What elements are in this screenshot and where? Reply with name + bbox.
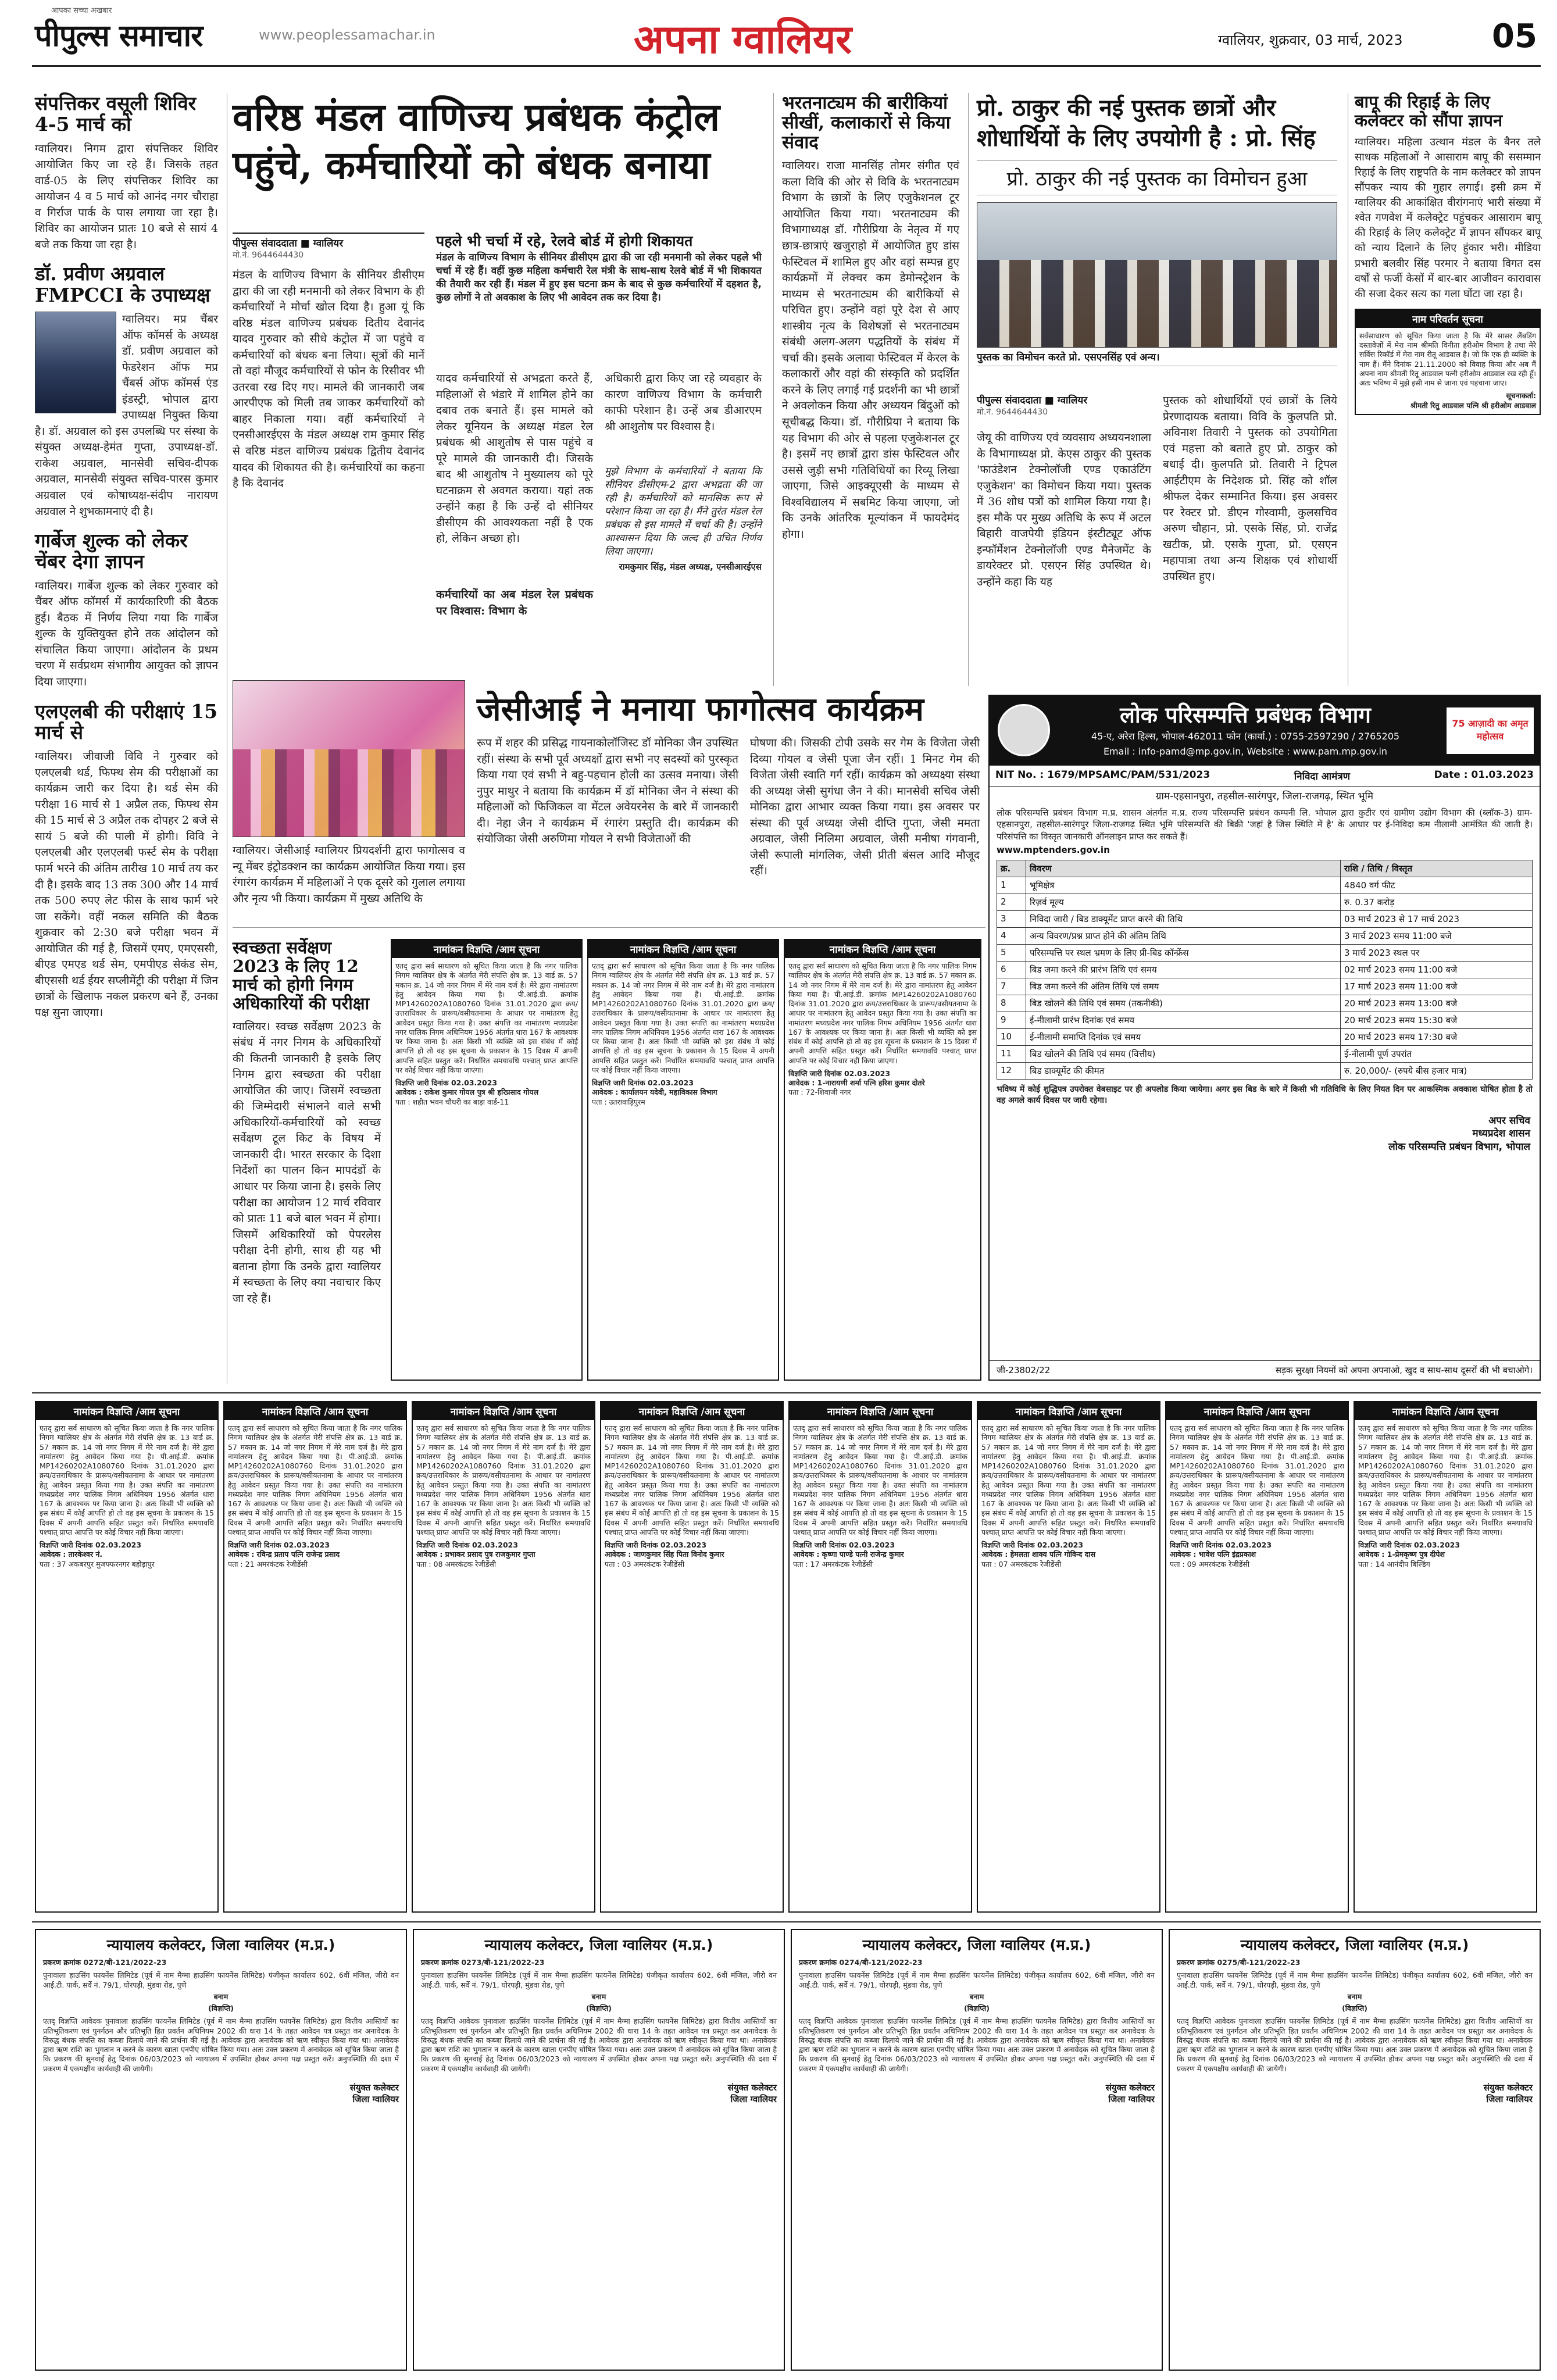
table-cell: ई-नीलामी समाप्ति दिनांक एवं समय (1026, 1028, 1341, 1045)
court-vigyapti: (विज्ञप्ति) (964, 2004, 990, 2013)
notice-issued: विज्ञप्ति जारी दिनांक 02.03.2023 (40, 1541, 142, 1549)
notice-sign: श्रीमती रितु आडवाल पत्नि श्री हरीओम आडवाल (1410, 401, 1536, 410)
masthead (0, 0, 1557, 70)
notice-header: नामांकन विज्ञप्ति /आम सूचना (392, 940, 581, 958)
brand-logo (35, 14, 202, 55)
notice-bottom (35, 1401, 219, 1913)
court-body: एतद् विज्ञप्ति आवेदक पुनावाला हाउसिंग फायनेंस लिमिटेड (पूर्व में नाम मैग्मा हाउसिंग फायनेंस लिमिटेड) द्वारा वित्तीय आस्तियों का प्रतिभूतिकरण एवं पुनर्गठन और प्रतिभूति हित प्रवर्तन अधिनियम 2002 की धारा 14 के तहत आवेदन पत्र प्रस्तुत कर अनावेदक के विरुद्ध बंधक संपत्ति का कब्जा दिलाये जाने की प्रार्थना की गई है। आवेदक द्वारा अनावेदक को ऋण स्वीकृत किया गया था। अनावेदक द्वारा ऋण राशि का भुगतान न करने के कारण खाता एनपीए घोषित किया गया। अतः उक्त प्रकरण में अनावेदक को सूचित किया जाता है कि प्रकरण की सुनवाई हेतु दिनांक 06/03/2023 को न्यायालय में उपस्थित होकर अपना पक्ष प्रस्तुत करें। अनुपस्थिति की दशा में प्रकरण में एकपक्षीय कार्यवाही की जायेगी। (43, 2017, 399, 2073)
court-sign: जिला ग्वालियर (352, 2093, 399, 2104)
court-sign: जिला ग्वालियर (1486, 2093, 1533, 2104)
story-title: संपत्तिकर वसूली शिविर 4-5 मार्च को (35, 92, 197, 136)
story-title: एलएलबी की परीक्षाएं 15 मार्च से (35, 699, 218, 744)
tender-dept: लोक परिसम्पत्ति प्रबंधक विभाग (1120, 702, 1371, 728)
byline (977, 393, 1151, 417)
court-sign: जिला ग्वालियर (730, 2093, 777, 2104)
bharat-story (782, 93, 959, 680)
lead-col: मंडल के वाणिज्य विभाग के सीनियर डीसीएम द्वारा की जा रही मनमानी को लेकर विभाग के ही कर्मचारियों ने मोर्चा खोल दिया है। हुआ यूं कि वरिष्ठ मंडल वाणिज्य प्रबंधक दितीय देवानंद यादव गुरुवार को सीधे कंट्रोल में जा पहुंचे व कर्मचारियों को बंधक बना लिया। सूत्रों की मानें तो वहां मौजूद कर्मचारियों से फोन के रिसीवर भी उतरवा रख दिए गए। मामले की जानकारी जब आरपीएफ को मिली तब जाकर कर्मचारियों को बाहर निकाला गया। वहीं कर्मचारियों ने एनसीआरईएस के मंडल अध्यक्ष राम कुमार सिंह से वरिष्ठ मंडल वाणिज्य प्रबंधक द्वितीय देवानंद यादव की शिकायत की है। कर्मचारियों का कहना है कि देवानंद (233, 269, 424, 490)
notice-address: पता : 14 आनंदीप बिल्डिंग (1358, 1559, 1430, 1568)
table-header: राशि / तिथि / विस्तृत (1341, 860, 1533, 877)
table-cell: 03 मार्च 2023 से 17 मार्च 2023 (1341, 910, 1533, 927)
table-row (997, 1045, 1533, 1062)
jci-photo (233, 680, 465, 837)
tender-notice (988, 695, 1541, 1381)
court-parties: पुनावाला हाउसिंग फायनेंस लिमिटेड (पूर्व में नाम मैग्मा हाउसिंग फायनेंस लिमिटेड) पंजीकृत कार्यालय 602, 6वीं मंजिल, जीरो वन आई.टी. पार्क, सर्वे नं. 79/1, घोरपड़ी, मुंडवा रोड, पुणे (421, 1971, 777, 1989)
byline (233, 233, 424, 260)
notice-body: एतद् द्वारा सर्व साधारण को सूचित किया जाता है कि नगर पालिक निगम ग्वालियर क्षेत्र के अंतर्गत मेरी संपत्ति क्षेत्र क्र. 13 वार्ड क्र. 57 मकान क्र. 14 जो नगर निगम में मेरे नाम दर्ज है। मेरे द्वारा नामांतरण हेतु आवेदन किया गया है। पी.आई.डी. क्रमांक MP14260202A1080760 दिनांक 31.01.2020 द्वारा क्रय/उत्तराधिकार के प्रारूप/वसीयतनामा के आधार पर नामांतरण हेतु आवेदन प्रस्तुत किया गया है। उक्त संपत्ति का नामांतरण मध्यप्रदेश नगर पालिक निगम अधिनियम 1956 अंतर्गत धारा 167 के आवश्यक पर किया जाना है। अतः किसी भी व्यक्ति को इस संबंध में कोई आपत्ति हो तो वह इस सूचना के प्रकाशन के 15 दिवस में अपनी आपत्ति सहित प्रस्तुत करें। निर्धारित समयावधि पश्चात् प्राप्त आपत्ति पर कोई विचार नहीं किया जाएगा। (793, 1424, 967, 1536)
court-header: न्यायालय कलेक्टर, जिला ग्वालियर (म.प्र.) (484, 1936, 713, 1953)
notice-applicant: आवेदक : हेमलता शाक्य पत्नि गोविन्द दास (981, 1550, 1096, 1559)
tender-location: ग्राम-एहसानपुरा, तहसील-सारंगपुर, जिला-राजगढ़, स्थित भूमि (1155, 791, 1374, 802)
notice-header: नाम परिवर्तन सूचना (1356, 310, 1540, 328)
court-sign: संयुक्त कलेक्टर (349, 2082, 399, 2093)
table-cell: 10 (997, 1028, 1026, 1045)
notice-body: एतद् द्वारा सर्व साधारण को सूचित किया जाता है कि नगर पालिक निगम ग्वालियर क्षेत्र के अंतर्गत मेरी संपत्ति क्षेत्र क्र. 13 वार्ड क्र. 57 मकान क्र. 14 जो नगर निगम में मेरे नाम दर्ज है। मेरे द्वारा नामांतरण हेतु आवेदन किया गया है। पी.आई.डी. क्रमांक MP14260202A1080760 दिनांक 31.01.2020 द्वारा क्रय/उत्तराधिकार के प्रारूप/वसीयतनामा के आधार पर नामांतरण हेतु आवेदन प्रस्तुत किया गया है। उक्त संपत्ति का नामांतरण मध्यप्रदेश नगर पालिक निगम अधिनियम 1956 अंतर्गत धारा 167 के आवश्यक पर किया जाना है। अतः किसी भी व्यक्ति को इस संबंध में कोई आपत्ति हो तो वह इस सूचना के प्रकाशन के 15 दिवस में अपनी आपत्ति सहित प्रस्तुत करें। निर्धारित समयावधि पश्चात् प्राप्त आपत्ति पर कोई विचार नहीं किया जाएगा। (40, 1424, 214, 1536)
story-title: भरतनाट्यम की बारीकियां सीखीं, कलाकारों से किया संवाद (782, 92, 951, 153)
table-cell: 20 मार्च 2023 समय 13:00 बजे (1341, 995, 1533, 1012)
notice-issued: विज्ञप्ति जारी दिनांक 02.03.2023 (788, 1069, 891, 1078)
notice-applicant: आवेदक : कृष्णा पाण्डे पत्नी राजेन्द्र कुमार (793, 1550, 904, 1559)
notice-body: एतद् द्वारा सर्व साधारण को सूचित किया जाता है कि नगर पालिक निगम ग्वालियर क्षेत्र के अंतर्गत मेरी संपत्ति क्षेत्र क्र. 13 वार्ड क्र. 57 मकान क्र. 14 जो नगर निगम में मेरे नाम दर्ज है। मेरे द्वारा नामांतरण हेतु आवेदन किया गया है। पी.आई.डी. क्रमांक MP14260202A1080760 दिनांक 31.01.2020 द्वारा क्रय/उत्तराधिकार के प्रारूप/वसीयतनामा के आधार पर नामांतरण हेतु आवेदन प्रस्तुत किया गया है। उक्त संपत्ति का नामांतरण मध्यप्रदेश नगर पालिक निगम अधिनियम 1956 अंतर्गत धारा 167 के आवश्यक पर किया जाना है। अतः किसी भी व्यक्ति को इस संबंध में कोई आपत्ति हो तो वह इस सूचना के प्रकाशन के 15 दिवस में अपनी आपत्ति सहित प्रस्तुत करें। निर्धारित समयावधि पश्चात् प्राप्त आपत्ति पर कोई विचार नहीं किया जाएगा। (228, 1424, 402, 1536)
lead-quote (605, 465, 762, 573)
bottom-notices (35, 1401, 1541, 1913)
court-notice (791, 1929, 1163, 2371)
quote-author: रामकुमार सिंह, मंडल अध्यक्ष, एनसीआरईएस (619, 561, 762, 572)
table-cell: बिड जमा करने की प्रारंभ तिथि एवं समय (1026, 961, 1341, 978)
byline-mobile: मो.नं. 9644644430 (977, 408, 1048, 417)
notice-applicant: आवेदक : प्रभाकर प्रसाद पुत्र राजकुमार गुप्ता (416, 1550, 535, 1559)
table-cell: बिड खोलने की तिथि एवं समय (वित्तीय) (1026, 1045, 1341, 1062)
notice-address: पता : शहीत भवन चौधरी का बाड़ा वार्ड-11 (395, 1097, 509, 1106)
court-banam: बनाम (969, 1992, 984, 2001)
notice-address: पता : 08 अमरकंटक रेजीडेंसी (416, 1559, 497, 1568)
notice-header: नामांकन विज्ञप्ति /आम सूचना (36, 1402, 217, 1420)
notice-address: पता : 07 अमरकंटक रेजीडेंसी (981, 1559, 1062, 1568)
tender-table (997, 860, 1533, 1080)
notice-applicant: आवेदक : तारकेश्वर नं. (40, 1550, 103, 1559)
notice-bottom (977, 1401, 1160, 1913)
nit-number: NIT No. : 1679/MPSAMC/PAM/531/2023 (995, 769, 1210, 781)
court-body: एतद् विज्ञप्ति आवेदक पुनावाला हाउसिंग फायनेंस लिमिटेड (पूर्व में नाम मैग्मा हाउसिंग फायनेंस लिमिटेड) द्वारा वित्तीय आस्तियों का प्रतिभूतिकरण एवं पुनर्गठन और प्रतिभूति हित प्रवर्तन अधिनियम 2002 की धारा 14 के तहत आवेदन पत्र प्रस्तुत कर अनावेदक के विरुद्ध बंधक संपत्ति का कब्जा दिलाये जाने की प्रार्थना की गई है। आवेदक द्वारा अनावेदक को ऋण स्वीकृत किया गया था। अनावेदक द्वारा ऋण राशि का भुगतान न करने के कारण खाता एनपीए घोषित किया गया। अतः उक्त प्रकरण में अनावेदक को सूचित किया जाता है कि प्रकरण की सुनवाई हेतु दिनांक 06/03/2023 को न्यायालय में उपस्थित होकर अपना पक्ष प्रस्तुत करें। अनुपस्थिति की दशा में प्रकरण में एकपक्षीय कार्यवाही की जायेगी। (421, 2017, 777, 2073)
table-cell: 02 मार्च 2023 समय 11:00 बजे (1341, 961, 1533, 978)
table-row (997, 894, 1533, 910)
jci-col: रूप में शहर की प्रसिद्ध गायनाकोलॉजिस्ट डॉ मोनिका जैन उपस्थित रहीं। संस्था के सभी पूर्व अध्यक्षों द्वारा सभी नए सदस्यों को पुरस्कृत किया गया एवं सभी ने बहु-पहचान होली का उत्सव मनाया। जेसी नुपुर माथुर ने बताया कि कार्यक्रम में डॉ मोनिका जैन ने संस्था की महिलाओं को फिजिकल वा मेंटल अवेयरनेस के बारे में जानकारी दी। नेहा जैन ने कार्यक्रम में रंगारंग प्रस्तुति दी। कार्यक्रम की संयोजिका जेसी अरुणिमा गोयल ने सभी विजेताओं की (477, 737, 738, 846)
notice-issued: विज्ञप्ति जारी दिनांक 02.03.2023 (416, 1541, 519, 1549)
court-header: न्यायालय कलेक्टर, जिला ग्वालियर (म.प्र.) (862, 1936, 1091, 1953)
notice-applicant: आवेदक : रविन्द्र प्रताप पत्नि राजेन्द्र प्रसाद (228, 1550, 340, 1559)
notice-applicant: आवेदक : 1-प्रेमकृष्ण पुत्र दीपेश (1358, 1550, 1445, 1559)
thakur-story (977, 93, 1337, 680)
notice-applicant: आवेदक : 1-नारायणी शर्मा पत्नि हरिश कुमार दोतरे (788, 1078, 925, 1087)
notice-bottom (1165, 1401, 1349, 1913)
table-cell: 12 (997, 1062, 1026, 1079)
court-case-no: प्रकरण क्रमांक 0275/बी-121/2022-23 (1177, 1958, 1301, 1967)
notice-body: एतद् द्वारा सर्व साधारण को सूचित किया जाता है कि नगर पालिक निगम ग्वालियर क्षेत्र के अंतर्गत मेरी संपत्ति क्षेत्र क्र. 13 वार्ड क्र. 57 मकान क्र. 14 जो नगर निगम में मेरे नाम दर्ज है। मेरे द्वारा नामांतरण हेतु आवेदन किया गया है। पी.आई.डी. क्रमांक MP14260202A1080760 दिनांक 31.01.2020 द्वारा क्रय/उत्तराधिकार के प्रारूप/वसीयतनामा के आधार पर नामांतरण हेतु आवेदन प्रस्तुत किया गया है। उक्त संपत्ति का नामांतरण मध्यप्रदेश नगर पालिक निगम अधिनियम 1956 अंतर्गत धारा 167 के आवश्यक पर किया जाना है। अतः किसी भी व्यक्ति को इस संबंध में कोई आपत्ति हो तो वह इस सूचना के प्रकाशन के 15 दिवस में अपनी आपत्ति सहित प्रस्तुत करें। निर्धारित समयावधि पश्चात् प्राप्त आपत्ति पर कोई विचार नहीं किया जाएगा। (1170, 1424, 1344, 1536)
notice-body: एतद् द्वारा सर्व साधारण को सूचित किया जाता है कि नगर पालिक निगम ग्वालियर क्षेत्र के अंतर्गत मेरी संपत्ति क्षेत्र क्र. 13 वार्ड क्र. 57 मकान क्र. 14 जो नगर निगम में मेरे नाम दर्ज है। मेरे द्वारा नामांतरण हेतु आवेदन किया गया है। पी.आई.डी. क्रमांक MP14260202A1080760 दिनांक 31.01.2020 द्वारा क्रय/उत्तराधिकार के प्रारूप/वसीयतनामा के आधार पर नामांतरण हेतु आवेदन प्रस्तुत किया गया है। उक्त संपत्ति का नामांतरण मध्यप्रदेश नगर पालिक निगम अधिनियम 1956 अंतर्गत धारा 167 के आवश्यक पर किया जाना है। अतः किसी भी व्यक्ति को इस संबंध में कोई आपत्ति हो तो वह इस सूचना के प्रकाशन के 15 दिवस में अपनी आपत्ति सहित प्रस्तुत करें। निर्धारित समयावधि पश्चात् प्राप्त आपत्ति पर कोई विचार नहीं किया जाएगा। (788, 962, 977, 1065)
court-sign: संयुक्त कलेक्टर (1105, 2082, 1155, 2093)
court-banam: बनाम (213, 1992, 228, 2001)
jci-col: घोषणा की। जिसकी टोपी उसके सर गेम के विजेता जेसी दिव्या गोयल व जेसी पूजा जैन रहीं। 1 मिनट गेम की विजेता जेसी स्वाति गर्ग रहीं। कार्यक्रम को अध्यक्ष्या संस्था की अध्यक्ष जेसी सुगंधा जैन ने की। मानसेवी सचिव जेसी मोनिका द्वारा आभार व्यक्त किया गया। इस अवसर पर संस्था की पूर्व अध्यक्ष जेसी दीप्ति गुप्ता, जेसी ममता अग्रवाल, जेसी निलिमा अग्रवाल, जेसी मनीषा गंगवानी, जेसी रूपाली मांगलिक, जेसी प्रीती बंसल आदि मौजूद रहीं। (750, 737, 980, 878)
notice-body: एतद् द्वारा सर्व साधारण को सूचित किया जाता है कि नगर पालिक निगम ग्वालियर क्षेत्र के अंतर्गत मेरी संपत्ति क्षेत्र क्र. 13 वार्ड क्र. 57 मकान क्र. 14 जो नगर निगम में मेरे नाम दर्ज है। मेरे द्वारा नामांतरण हेतु आवेदन किया गया है। पी.आई.डी. क्रमांक MP14260202A1080760 दिनांक 31.01.2020 द्वारा क्रय/उत्तराधिकार के प्रारूप/वसीयतनामा के आधार पर नामांतरण हेतु आवेदन प्रस्तुत किया गया है। उक्त संपत्ति का नामांतरण मध्यप्रदेश नगर पालिक निगम अधिनियम 1956 अंतर्गत धारा 167 के आवश्यक पर किया जाना है। अतः किसी भी व्यक्ति को इस संबंध में कोई आपत्ति हो तो वह इस सूचना के प्रकाशन के 15 दिवस में अपनी आपत्ति सहित प्रस्तुत करें। निर्धारित समयावधि पश्चात् प्राप्त आपत्ति पर कोई विचार नहीं किया जाएगा। (395, 962, 578, 1074)
dateline: ग्वालियर, शुक्रवार, 03 मार्च, 2023 (1218, 32, 1403, 48)
notice-applicant: आवेदक : जाणकुमार सिंह पिता विनोद कुमार (605, 1550, 724, 1559)
nit-title: निविदा आमंत्रण (1294, 771, 1350, 782)
table-cell: बिड डाक्यूमेंट की कीमत (1026, 1062, 1341, 1079)
tender-email: Email : info-pamd@mp.gov.in, Website : www.pam.mp.gov.in (1103, 746, 1388, 757)
nit-date: Date : 01.03.2023 (1434, 769, 1534, 781)
notice-top-3 (784, 939, 981, 1381)
table-cell: ई-नीलामी पूर्ण उपरांत (1341, 1045, 1533, 1062)
tender-intro: लोक परिसम्पत्ति प्रबंधन विभाग म.प्र. शासन अंतर्गत म.प्र. राज्य परिसम्पत्ति प्रबंधन कम्पनी लि. भोपाल द्वारा कुटीर एवं ग्रामीण उद्योग विभाग की (ब्लॉक-3) ग्राम-एहसानपुरा, तहसील-सारंगपुर जिला-राजगढ़ स्थित भूमि परिसम्पत्ति की बिक्री 'जहां है जिस स्थिति में है' के आधार पर ई-निविदा कम नीलामी आमंत्रित की जाती है। परिसंपत्ति का विस्तृत जानकारी ऑनलाइन प्राप्त कर सकते हैं। (997, 807, 1533, 842)
author-photo (35, 312, 116, 413)
table-cell: रिज़र्व मूल्य (1026, 894, 1341, 910)
table-header: विवरण (1026, 860, 1341, 877)
story-body: पुस्तक को शोधार्थियों एवं छात्रों के लिये प्रेरणादायक बताया। विवि के कुलपति प्रो. अविनाश तिवारी ने पुस्तक को उपयोगिता एवं महत्ता को बताते हुए प्रो. ठाकुर को बधाई दी। कुलपति प्रो. तिवारी ने ट्रिपल आईटीएम के निदेशक प्रो. सिंह को शॉल श्रीफल देकर सम्मानित किया। इस अवसर पर रेक्टर प्रो. डीएन गोस्वामी, कुलसचिव अरुण चौहान, प्रो. एसके सिंह, प्रो. राजेंद्र खटीक, प्रो. एसके गुप्ता, प्रो. एसएन महापात्रा तथा अन्य शिक्षक एवं शोधार्थी उपस्थित हुए। (1163, 394, 1337, 584)
notice-body: एतद् द्वारा सर्व साधारण को सूचित किया जाता है कि नगर पालिक निगम ग्वालियर क्षेत्र के अंतर्गत मेरी संपत्ति क्षेत्र क्र. 13 वार्ड क्र. 57 मकान क्र. 14 जो नगर निगम में मेरे नाम दर्ज है। मेरे द्वारा नामांतरण हेतु आवेदन किया गया है। पी.आई.डी. क्रमांक MP14260202A1080760 दिनांक 31.01.2020 द्वारा क्रय/उत्तराधिकार के प्रारूप/वसीयतनामा के आधार पर नामांतरण हेतु आवेदन प्रस्तुत किया गया है। उक्त संपत्ति का नामांतरण मध्यप्रदेश नगर पालिक निगम अधिनियम 1956 अंतर्गत धारा 167 के आवश्यक पर किया जाना है। अतः किसी भी व्यक्ति को इस संबंध में कोई आपत्ति हो तो वह इस सूचना के प्रकाशन के 15 दिवस में अपनी आपत्ति सहित प्रस्तुत करें। निर्धारित समयावधि पश्चात् प्राप्त आपत्ति पर कोई विचार नहीं किया जाएगा। (592, 962, 774, 1074)
notice-header: नामांकन विज्ञप्ति /आम सूचना (785, 940, 980, 958)
court-parties: पुनावाला हाउसिंग फायनेंस लिमिटेड (पूर्व में नाम मैग्मा हाउसिंग फायनेंस लिमिटेड) पंजीकृत कार्यालय 602, 6वीं मंजिल, जीरो वन आई.टी. पार्क, सर्वे नं. 79/1, घोरपड़ी, मुंडवा रोड, पुणे (799, 1971, 1155, 1989)
tender-signature (990, 1111, 1540, 1158)
book-launch-photo (977, 202, 1337, 348)
table-cell: निविदा जारी / बिड डाक्यूमेंट प्राप्त करने की तिथि (1026, 910, 1341, 927)
notice-address: पता : 17 अमरकंटक रेजीडेंसी (793, 1559, 873, 1568)
notice-address: पता : 03 अमरकंटक रेजीडेंसी (605, 1559, 685, 1568)
table-cell: 20 मार्च 2023 समय 17:30 बजे (1341, 1028, 1533, 1045)
lead-col-subhead: कर्मचारियों का अब मंडल रेल प्रबंधक पर विश्वास: विभाग के (436, 588, 593, 617)
table-cell: 6 (997, 961, 1026, 978)
notice-header: नामांकन विज्ञप्ति /आम सूचना (978, 1402, 1159, 1420)
table-row (997, 1028, 1533, 1045)
table-cell: 11 (997, 1045, 1026, 1062)
court-header: न्यायालय कलेक्टर, जिला ग्वालियर (म.प्र.) (1240, 1936, 1469, 1953)
notice-address: पता : 72-शिवाजी नगर (788, 1088, 851, 1097)
table-cell: अन्य विवरण/प्रश्न प्राप्त होने की अंतिम तिथि (1026, 927, 1341, 944)
notice-issued: विज्ञप्ति जारी दिनांक 02.03.2023 (1358, 1541, 1460, 1549)
court-notice (413, 1929, 785, 2371)
table-cell: 8 (997, 995, 1026, 1012)
court-notices (35, 1929, 1541, 2371)
table-cell: 7 (997, 978, 1026, 995)
notice-header: नामांकन विज्ञप्ति /आम सूचना (588, 940, 778, 958)
court-notice (35, 1929, 407, 2371)
notice-issued: विज्ञप्ति जारी दिनांक 02.03.2023 (395, 1078, 498, 1087)
thakur-headline-line: प्रो. ठाकुर की नई पुस्तक छात्रों और (977, 94, 1276, 121)
bapu-story (1355, 93, 1541, 680)
table-cell: 4 (997, 927, 1026, 944)
sign-gov: मध्यप्रदेश शासन (1472, 1128, 1530, 1140)
notice-address: पता : 21 अमरकंटक रेजीडेंसी (228, 1559, 308, 1568)
story-title: गार्बेज शुल्क को लेकर चेंबर देगा ज्ञापन (35, 529, 188, 573)
table-header: क्र. (997, 860, 1026, 877)
table-cell: रु. 0.37 करोड़ (1341, 894, 1533, 910)
notice-bottom (1354, 1401, 1537, 1913)
quote-text: मुझे विभाग के कर्मचारियों ने बताया कि सीनियर डीसीएम-2 द्वारा अभद्रता की जा रही है। कर्मचारियों को मानसिक रूप से परेशान किया जा रहा है। मैंने तुरंत मंडल रेल प्रबंधक से इस मामले में चर्चा की है। उन्होंने आश्वासन दिया कि जल्द ही उचित निर्णय लिया जाएगा। (605, 466, 762, 558)
jci-col: ग्वालियर। जेसीआई ग्वालियर प्रियदर्शनी द्वारा फागोत्सव व न्यू मेंबर इंट्रोडक्शन का कार्यक्रम आयोजित किया गया। इस रंगारंग कार्यक्रम में महिलाओं ने एक दूसरे को गुलाल लगाया और नृत्य भी किया। कार्यक्रम में मुख्य अतिथि के (233, 844, 465, 905)
court-body: एतद् विज्ञप्ति आवेदक पुनावाला हाउसिंग फायनेंस लिमिटेड (पूर्व में नाम मैग्मा हाउसिंग फायनेंस लिमिटेड) द्वारा वित्तीय आस्तियों का प्रतिभूतिकरण एवं पुनर्गठन और प्रतिभूति हित प्रवर्तन अधिनियम 2002 की धारा 14 के तहत आवेदन पत्र प्रस्तुत कर अनावेदक के विरुद्ध बंधक संपत्ति का कब्जा दिलाये जाने की प्रार्थना की गई है। आवेदक द्वारा अनावेदक को ऋण स्वीकृत किया गया था। अनावेदक द्वारा ऋण राशि का भुगतान न करने के कारण खाता एनपीए घोषित किया गया। अतः उक्त प्रकरण में अनावेदक को सूचित किया जाता है कि प्रकरण की सुनवाई हेतु दिनांक 06/03/2023 को न्यायालय में उपस्थित होकर अपना पक्ष प्रस्तुत करें। अनुपस्थिति की दशा में प्रकरण में एकपक्षीय कार्यवाही की जायेगी। (1177, 2017, 1533, 2073)
story-title: बापू की रिहाई के लिए कलेक्टर को सौंपा ज्ञापन (1355, 92, 1503, 130)
court-banam: बनाम (1347, 1992, 1362, 2001)
notice-top-1 (391, 939, 583, 1381)
table-cell: 2 (997, 894, 1026, 910)
thakur-headline (977, 93, 1337, 153)
notice-body: एतद् द्वारा सर्व साधारण को सूचित किया जाता है कि नगर पालिक निगम ग्वालियर क्षेत्र के अंतर्गत मेरी संपत्ति क्षेत्र क्र. 13 वार्ड क्र. 57 मकान क्र. 14 जो नगर निगम में मेरे नाम दर्ज है। मेरे द्वारा नामांतरण हेतु आवेदन किया गया है। पी.आई.डी. क्रमांक MP14260202A1080760 दिनांक 31.01.2020 द्वारा क्रय/उत्तराधिकार के प्रारूप/वसीयतनामा के आधार पर नामांतरण हेतु आवेदन प्रस्तुत किया गया है। उक्त संपत्ति का नामांतरण मध्यप्रदेश नगर पालिक निगम अधिनियम 1956 अंतर्गत धारा 167 के आवश्यक पर किया जाना है। अतः किसी भी व्यक्ति को इस संबंध में कोई आपत्ति हो तो वह इस सूचना के प्रकाशन के 15 दिवस में अपनी आपत्ति सहित प्रस्तुत करें। निर्धारित समयावधि पश्चात् प्राप्त आपत्ति पर कोई विचार नहीं किया जाएगा। (1358, 1424, 1533, 1536)
tender-site[interactable]: www.mptenders.gov.in (997, 844, 1110, 855)
notice-address: पता : उतरावाड़िपुरम (592, 1097, 645, 1106)
table-cell: 1 (997, 877, 1026, 894)
table-cell: बिड जमा करने की अंतिम तिथि एवं समय (1026, 978, 1341, 995)
notice-header: नामांकन विज्ञप्ति /आम सूचना (224, 1402, 406, 1420)
court-case-no: प्रकरण क्रमांक 0273/बी-121/2022-23 (421, 1958, 545, 1967)
tender-header (990, 696, 1540, 766)
table-cell: 20 मार्च 2023 समय 15:30 बजे (1341, 1012, 1533, 1028)
notice-body: एतद् द्वारा सर्व साधारण को सूचित किया जाता है कि नगर पालिक निगम ग्वालियर क्षेत्र के अंतर्गत मेरी संपत्ति क्षेत्र क्र. 13 वार्ड क्र. 57 मकान क्र. 14 जो नगर निगम में मेरे नाम दर्ज है। मेरे द्वारा नामांतरण हेतु आवेदन किया गया है। पी.आई.डी. क्रमांक MP14260202A1080760 दिनांक 31.01.2020 द्वारा क्रय/उत्तराधिकार के प्रारूप/वसीयतनामा के आधार पर नामांतरण हेतु आवेदन प्रस्तुत किया गया है। उक्त संपत्ति का नामांतरण मध्यप्रदेश नगर पालिक निगम अधिनियम 1956 अंतर्गत धारा 167 के आवश्यक पर किया जाना है। अतः किसी भी व्यक्ति को इस संबंध में कोई आपत्ति हो तो वह इस सूचना के प्रकाशन के 15 दिवस में अपनी आपत्ति सहित प्रस्तुत करें। निर्धारित समयावधि पश्चात् प्राप्त आपत्ति पर कोई विचार नहीं किया जाएगा। (416, 1424, 591, 1536)
tender-ref: जी-23802/22 (997, 1365, 1051, 1375)
story-body: ग्वालियर। मप्र चैंबर ऑफ कॉमर्स के अध्यक्ष डॉ. प्रवीण अग्रवाल को फेडरेशन ऑफ मप्र चैंबर्स ऑफ कॉमर्स एंड इंडस्ट्री, भोपाल द्वारा उपाध्यक्ष नियुक्त किया है। डॉ. अग्रवाल को इस उपलब्धि पर संस्था के संयुक्त अध्यक्ष-हेमंत गुप्ता, उपाध्यक्ष-डॉ. राकेश अग्रवाल, मानसेवी सचिव-दीपक अग्रवाल, मानसेवी संयुक्त सचिव-पारस कुमार अग्रवाल एवं कोषाध्यक्ष-संदीप नारायण अग्रवाल ने शुभकामनाएं दी है। (35, 313, 218, 518)
table-cell: 17 मार्च 2023 समय 11:00 बजे (1341, 978, 1533, 995)
byline-text: पीपुल्स संवाददाता ■ ग्वालियर (977, 395, 1088, 406)
court-case-no: प्रकरण क्रमांक 0272/बी-121/2022-23 (43, 1958, 167, 1967)
lead-headline-line: वरिष्ठ मंडल वाणिज्य प्रबंधक कंट्रोल (233, 94, 720, 140)
table-row (997, 910, 1533, 927)
lead-col: यादव कर्मचारियों से अभद्रता करते हैं, महिलाओं से भंडारे में शामिल होने का दबाव तक बनाते हैं। इस मामले को लेकर यूनियन के अध्यक्ष मंडल रेल प्रबंधक श्री आशुतोष से पास पहुंचे व पूरे मामले की जानकारी दी। जिसके बाद श्री आशुतोष ने मुख्यालय को पूरे घटनाक्रम से अवगत कराया। यहां तक उन्होंने कहा है कि उन्हें दो सीनियर डीसीएम की आवश्यकता नहीं है एक हो, लेकिन अच्छा हो। (436, 372, 593, 545)
table-row (997, 1012, 1533, 1028)
table-cell: बिड खोलने की तिथि एवं समय (तकनीकी) (1026, 995, 1341, 1012)
notice-bottom (412, 1401, 595, 1913)
table-cell: 3 मार्च 2023 स्थल पर (1341, 944, 1533, 961)
story-title: डॉ. प्रवीण अग्रवाल FMPCCI के उपाध्यक्ष (35, 262, 210, 306)
notice-applicant: आवेदक : राकेश कुमार गोयल पुत्र श्री हरिप्रसाद गोयल (395, 1088, 539, 1097)
tender-bottom (990, 1360, 1540, 1380)
court-notice (1169, 1929, 1541, 2371)
notice-header: नामांकन विज्ञप्ति /आम सूचना (413, 1402, 594, 1420)
table-cell: 5 (997, 944, 1026, 961)
byline-mobile: मो.नं. 9644644430 (233, 251, 304, 260)
court-vigyapti: (विज्ञप्ति) (586, 2004, 612, 2013)
lead-intro: मंडल के वाणिज्य विभाग के सीनियर डीसीएम द्वारा की जा रही मनमानी को लेकर पहले भी चर्चा में रहे हैं। वहीं कुछ महिला कर्मचारी रेल मंत्री के साथ-साथ रेलवे बोर्ड में भी शिकायत की तैयारी कर रही हैं। मंडल में हुए इस घटना क्रम के बाद से कुछ कर्मचारियों में दहशत है, कुछ लोगों ने तो अवकाश के लिए भी आवेदन तक कर दिया है। (436, 252, 762, 303)
table-row (997, 1062, 1533, 1079)
court-vigyapti: (विज्ञप्ति) (208, 2004, 234, 2013)
notice-sign-label: सूचनाकर्ता: (1506, 391, 1536, 401)
notice-bottom (788, 1401, 972, 1913)
notice-bottom (223, 1401, 407, 1913)
court-parties: पुनावाला हाउसिंग फायनेंस लिमिटेड (पूर्व में नाम मैग्मा हाउसिंग फायनेंस लिमिटेड) पंजीकृत कार्यालय 602, 6वीं मंजिल, जीरो वन आई.टी. पार्क, सर्वे नं. 79/1, घोरपड़ी, मुंडवा रोड, पुणे (43, 1971, 399, 1989)
brand-tagline: आपका सच्चा अखबार (51, 6, 112, 15)
notice-applicant: आवेदक : भावेश पत्नि इंद्रप्रकाश (1170, 1550, 1256, 1559)
tender-slogan: सड़क सुरक्षा नियमों को अपना अपनाओ, खुद व साथ-साथ दूसरों की भी बचाओगे। (1275, 1365, 1533, 1375)
tender-footer: भविष्य में कोई शुद्धिपत्र उपरोक्त वेबसाइट पर ही अपलोड किया जायेगा। अगर इस बिड के बारे में किसी भी गतिविधि के लिए नियत दिन पर आकस्मिक अवकाश घोषित होता है तो वह अगले कार्य दिवस पर जारी रहेगा। (997, 1084, 1533, 1105)
story-body: ग्वालियर। स्वच्छ सर्वेक्षण 2023 के संबंध में नगर निगम के अधिकारियों की कितनी जानकारी है इसके लिए निगम द्वारा स्वच्छता की परीक्षा आयोजित की जाए। जिसमें स्वच्छता की जिम्मेदारी संभालने वाले सभी अधिकारियों-कर्मचारियों को स्वच्छ सर्वेक्षण टूल किट के विषय में जानकारी दी। भारत सरकार के दिशा निर्देशों का पालन किन मापदंडों के आधार पर किया जाना है। इसके लिए परीक्षा का आयोजन 12 मार्च रविवार को प्रातः 11 बजे बाल भवन में होगा। जिसमें अधिकारियों को पेपरलेस परीक्षा देनी होगी, साथ ही यह भी बताना होगा कि उनके द्वारा ग्वालियर में स्वच्छता के लिए क्या नवाचार किए जा रहे हैं। (233, 1020, 381, 1305)
table-cell: 3 मार्च 2023 समय 11:00 बजे (1341, 927, 1533, 944)
page-number: 05 (1492, 17, 1537, 55)
table-row (997, 877, 1533, 894)
left-column (35, 93, 218, 1384)
notice-top-2 (587, 939, 779, 1381)
table-cell: रु. 20,000/- (रुपये बीस हजार मात्र) (1341, 1062, 1533, 1079)
notice-header: नामांकन विज्ञप्ति /आम सूचना (1355, 1402, 1536, 1420)
notice-applicant: आवेदक : कार्यालयन यदेवी, महाविकास विभाग (592, 1088, 717, 1097)
story-title: स्वच्छता सर्वेक्षण 2023 के लिए 12 मार्च को होगी निगम अधिकारियों की परीक्षा (233, 938, 370, 1013)
byline-text: पीपुल्स संवाददाता ■ ग्वालियर (233, 238, 344, 249)
notice-header: नामांकन विज्ञप्ति /आम सूचना (1166, 1402, 1348, 1420)
notice-issued: विज्ञप्ति जारी दिनांक 02.03.2023 (981, 1541, 1084, 1549)
notice-body: सर्वसाधारण को सूचित किया जाता है कि मेरे सासर लैंबडिंग दस्तावेज़ों में मेरा नाम श्रीमति विनीता हरीओम विभाग है तथा मेरे सर्विस रिकॉर्ड में मेरा नाम रीतू आडवाल है। जो कि एक ही व्यक्ति के नाम हैं। मैंने दिनांक 21.11.2000 को विवाह किया और अब मैं अपना नाम श्रीमती रितू आडवाल पत्नी हरीओम आडवाल रख रही हूँ। अतः भविष्य में मुझे इसी नाम से जाना एवं पहचाना जाए। (1359, 331, 1536, 388)
notice-issued: विज्ञप्ति जारी दिनांक 02.03.2023 (1170, 1541, 1272, 1549)
notice-header: नामांकन विज्ञप्ति /आम सूचना (601, 1402, 783, 1420)
notice-bottom (600, 1401, 784, 1913)
notice-issued: विज्ञप्ति जारी दिनांक 02.03.2023 (605, 1541, 707, 1549)
story-body: ग्वालियर। गार्बेज शुल्क को लेकर गुरुवार को चैंबर ऑफ कॉमर्स में कार्यकारिणी की बैठक हुई। बैठक में निर्णय लिया गया कि गार्बेज शुल्क के युक्तियुक्त होने तक आंदोलन को संचालित किया जाएगा। आंदोलन के प्रथम चरण में सर्वप्रथम संभागीय आयुक्त को ज्ञापन दिया जाएगा। (35, 579, 218, 688)
notice-issued: विज्ञप्ति जारी दिनांक 02.03.2023 (793, 1541, 895, 1549)
lead-story (233, 93, 762, 674)
story-body: ग्वालियर। महिला उत्थान मंडल के बैनर तले साधक महिलाओं ने आसाराम बापू की ससम्मान रिहाई के लिए राष्ट्रपति के नाम कलेक्टर को ज्ञापन सौंपकर न्याय की गुहार लगाई। इसी क्रम में ग्वालियर की आकांक्षित वीरांगनाएं भारी संख्या में श्वेत गणवेश में कलेक्ट्रेट पहुंचकर आसाराम बापू की रिहाई के लिए कलेक्ट्रेट में ज्ञापन सौंपकर बापू को न्याय दिलाने के लिए हुंकार भरी। मीडिया प्रभारी बलवीर सिंह परमार ने बताया विगत दस वर्षों से फर्जी केसों में बार-बार आजीवन कारावास की सजा देकर सत्य का गला घोंटा जा रहा है। (1355, 135, 1541, 300)
notice-issued: विज्ञप्ति जारी दिनांक 02.03.2023 (592, 1078, 694, 1087)
court-header: न्यायालय कलेक्टर, जिला ग्वालियर (म.प्र.) (106, 1936, 335, 1953)
court-sign: संयुक्त कलेक्टर (727, 2082, 777, 2093)
court-sign: जिला ग्वालियर (1108, 2093, 1155, 2104)
story-body: ग्वालियर। निगम द्वारा संपत्तिकर शिविर आयोजित किए जा रहे हैं। जिसके तहत वार्ड-05 के लिए संपत्तिकर शिविर का आयोजन 4 व 5 मार्च को आनंद नगर चौराहा व गिर्राज पार्क के पास लगाया जा रहा है। शिविर का आयोजन प्रातः 10 बजे से सायं 4 बजे तक किया जा रहा है। (35, 142, 218, 251)
court-sign: संयुक्त कलेक्टर (1483, 2082, 1533, 2093)
story-body: ग्वालियर। जीवाजी विवि ने गुरुवार को एलएलबी थर्ड, फिफ्थ सेम की परीक्षाओं का कार्यक्रम जारी कर दिया है। थर्ड सेम की परीक्षा 16 मार्च से 1 अप्रैल तक, फिफ्थ सेम की 15 मार्च से 3 अप्रैल तक दोपहर 2 बजे से सायं 5 बजे की पाली में होगी। विवि ने एलएलबी और एलएलबी फर्स्ट सेम के परीक्षा फार्म भरने की अंतिम तारीख 10 मार्च तय कर दी है। इसके बाद 13 तक 300 और 14 मार्च तक 500 रुपए लेट फीस के साथ फार्म भरे जा सकेंगे। वहीं नकल समिति की बैठक शुक्रवार को 2:30 बजे परीक्षा भवन में आयोजित की गई है, जिसमें एमए, एमएससी, बीएड एमएड थर्ड सेम, एमपीएड सेकंड सेम, बीएससी थर्ड ईयर सप्लीमेंट्री की परीक्षा में जिन छात्रों के खिलाफ नकल प्रकरण बने हैं, उनका पक्ष सुना जाएगा। (35, 750, 218, 1019)
table-row (997, 927, 1533, 944)
swachh-story (233, 939, 381, 1381)
tender-address: 45-ए, अरेरा हिल्स, भोपाल-462011 फोन (कार्या.) : 0755-2597290 / 2765205 (1091, 731, 1400, 742)
court-parties: पुनावाला हाउसिंग फायनेंस लिमिटेड (पूर्व में नाम मैग्मा हाउसिंग फायनेंस लिमिटेड) पंजीकृत कार्यालय 602, 6वीं मंजिल, जीरो वन आई.टी. पार्क, सर्वे नं. 79/1, घोरपड़ी, मुंडवा रोड, पुणे (1177, 1971, 1533, 1989)
court-vigyapti: (विज्ञप्ति) (1342, 2004, 1367, 2013)
table-cell: ई-नीलामी प्रारंभ दिनांक एवं समय (1026, 1012, 1341, 1028)
table-cell: 3 (997, 910, 1026, 927)
notice-body: एतद् द्वारा सर्व साधारण को सूचित किया जाता है कि नगर पालिक निगम ग्वालियर क्षेत्र के अंतर्गत मेरी संपत्ति क्षेत्र क्र. 13 वार्ड क्र. 57 मकान क्र. 14 जो नगर निगम में मेरे नाम दर्ज है। मेरे द्वारा नामांतरण हेतु आवेदन किया गया है। पी.आई.डी. क्रमांक MP14260202A1080760 दिनांक 31.01.2020 द्वारा क्रय/उत्तराधिकार के प्रारूप/वसीयतनामा के आधार पर नामांतरण हेतु आवेदन प्रस्तुत किया गया है। उक्त संपत्ति का नामांतरण मध्यप्रदेश नगर पालिक निगम अधिनियम 1956 अंतर्गत धारा 167 के आवश्यक पर किया जाना है। अतः किसी भी व्यक्ति को इस संबंध में कोई आपत्ति हो तो वह इस सूचना के प्रकाशन के 15 दिवस में अपनी आपत्ति सहित प्रस्तुत करें। निर्धारित समयावधि पश्चात् प्राप्त आपत्ति पर कोई विचार नहीं किया जाएगा। (981, 1424, 1156, 1536)
photo-caption: पुस्तक का विमोचन करते प्रो. एसएनसिंह एवं अन्य। (977, 348, 1337, 366)
notice-body: एतद् द्वारा सर्व साधारण को सूचित किया जाता है कि नगर पालिक निगम ग्वालियर क्षेत्र के अंतर्गत मेरी संपत्ति क्षेत्र क्र. 13 वार्ड क्र. 57 मकान क्र. 14 जो नगर निगम में मेरे नाम दर्ज है। मेरे द्वारा नामांतरण हेतु आवेदन किया गया है। पी.आई.डी. क्रमांक MP14260202A1080760 दिनांक 31.01.2020 द्वारा क्रय/उत्तराधिकार के प्रारूप/वसीयतनामा के आधार पर नामांतरण हेतु आवेदन प्रस्तुत किया गया है। उक्त संपत्ति का नामांतरण मध्यप्रदेश नगर पालिक निगम अधिनियम 1956 अंतर्गत धारा 167 के आवश्यक पर किया जाना है। अतः किसी भी व्यक्ति को इस संबंध में कोई आपत्ति हो तो वह इस सूचना के प्रकाशन के 15 दिवस में अपनी आपत्ति सहित प्रस्तुत करें। निर्धारित समयावधि पश्चात् प्राप्त आपत्ति पर कोई विचार नहीं किया जाएगा। (605, 1424, 779, 1536)
court-body: एतद् विज्ञप्ति आवेदक पुनावाला हाउसिंग फायनेंस लिमिटेड (पूर्व में नाम मैग्मा हाउसिंग फायनेंस लिमिटेड) द्वारा वित्तीय आस्तियों का प्रतिभूतिकरण एवं पुनर्गठन और प्रतिभूति हित प्रवर्तन अधिनियम 2002 की धारा 14 के तहत आवेदन पत्र प्रस्तुत कर अनावेदक के विरुद्ध बंधक संपत्ति का कब्जा दिलाये जाने की प्रार्थना की गई है। आवेदक द्वारा अनावेदक को ऋण स्वीकृत किया गया था। अनावेदक द्वारा ऋण राशि का भुगतान न करने के कारण खाता एनपीए घोषित किया गया। अतः उक्त प्रकरण में अनावेदक को सूचित किया जाता है कि प्रकरण की सुनवाई हेतु दिनांक 06/03/2023 को न्यायालय में उपस्थित होकर अपना पक्ष प्रस्तुत करें। अनुपस्थिति की दशा में प्रकरण में एकपक्षीय कार्यवाही की जायेगी। (799, 2017, 1155, 2073)
table-row (997, 961, 1533, 978)
story-body: ग्वालियर। राजा मानसिंह तोमर संगीत एवं कला विवि की ओर से विवि के भरतनाट्यम विभाग के छात्रों के लिए एजुकेशनल टूर आयोजित किया गया। भरतनाट्यम की विभागाध्यक्ष डॉ. गौरीप्रिया के नेतृत्व में गए छात्र-छात्राएं खजुराहो में आयोजित हुए डांस फेस्टिवल में शामिल हुए और वहां सम्पन्न हुए कार्यक्रमों में लेक्चर कम डेमोन्स्ट्रेशन के माध्यम से भरतनाट्यम की बारीकियों से परिचित हुए। उन्होंने वहां पूरे देश से आए शास्त्रीय नृत्य के विशेषज्ञों से भरतनाट्यम संबंधी अलग-अलग पद्धतियों के संबंध में चर्चा की। इसके अलावा फेस्टिवल में केरल के कलाकारों और वहां की संस्कृति को प्रदर्शित करने के लिए लगाई गई प्रदर्शनी का भी छात्रों ने अवलोकन किया और अध्ययन बिंदुओं को सूचीबद्ध किया। डॉ. गौरीप्रिया ने बताया कि यह विभाग की ओर से पहला एजुकेशनल टूर है। इसमें नए छात्रों द्वारा डांस फेस्टिवल और उससे जुड़ी सभी गतिविधियों का रिव्यू लिखा जाएगा, जिसे आइक्यूएसी के माध्यम से विश्वविद्यालय में सबमिट किया जाएगा, जो कि उनके आंतरिक मूल्यांकन में फायदेमंद होगा। (782, 159, 959, 541)
notice-address: पता : 37 अकबरपुर मुजफ्फरनगर बहोड़ापुर (40, 1559, 155, 1568)
notice-address: पता : 09 अमरकंटक रेजीडेंसी (1170, 1559, 1250, 1568)
notice-header: नामांकन विज्ञप्ति /आम सूचना (790, 1402, 971, 1420)
lead-col: अधिकारी द्वारा किए जा रहे व्यवहार के कारण वाणिज्य विभाग के कर्मचारी काफी परेशान है। उन्हें अब डीआरएम श्री आशुतोष पर विश्वास है। (605, 372, 762, 433)
table-cell: भूमिक्षेत्र (1026, 877, 1341, 894)
table-row (997, 944, 1533, 961)
name-change-notice (1355, 309, 1541, 415)
table-cell: 4840 वर्ग फीट (1341, 877, 1533, 894)
brand-url[interactable]: www.peoplessamachar.in (259, 27, 435, 43)
mp-emblem-icon (998, 704, 1050, 756)
story-body: जेयू की वाणिज्य एवं व्यवसाय अध्ययनशाला के विभागाध्यक्ष प्रो. केएस ठाकुर की पुस्तक 'फाउंडेशन टेक्नोलॉजी एण्ड एकाउंटिंग एजुकेशन' का विमोचन किया गया। पुस्तक में 36 शोध पत्रों को शामिल किया गया है। इस मौके पर मुख्य अतिथि के रूप में अटल बिहारी वाजपेयी इंडियन इंस्टीट्यूट ऑफ इन्फॉर्मेशन टेक्नोलॉजी एण्ड मैनेजमेंट के डायरेक्टर प्रो. एसएन सिंह उपस्थित थे। उन्होंने कहा कि यह (977, 431, 1151, 588)
lead-subhead: पहले भी चर्चा में रहे, रेलवे बोर्ड में होगी शिकायत (436, 233, 693, 249)
lead-headline-line: पहुंचे, कर्मचारियों को बंधक बनाया (233, 142, 710, 188)
court-banam: बनाम (591, 1992, 606, 2001)
amrit-mahotsav-logo: 75 आज़ादी का अमृत महोत्सव (1447, 707, 1534, 754)
sign-title: अपर सचिव (1488, 1114, 1530, 1127)
table-row (997, 978, 1533, 995)
tender-meta (990, 766, 1540, 787)
table-cell: परिसम्पत्ति पर स्थल भ्रमण के लिए प्री-बिड कॉन्फ्रेंस (1026, 944, 1341, 961)
lead-headline (233, 93, 762, 189)
section-title: अपना ग्वालियर (634, 17, 852, 63)
thakur-headline-line: शोधार्थियों के लिए उपयोगी है : प्रो. सिंह (977, 124, 1316, 152)
jci-title: जेसीआई ने मनाया फागोत्सव कार्यक्रम (477, 691, 924, 728)
court-case-no: प्रकरण क्रमांक 0274/बी-121/2022-23 (799, 1958, 923, 1967)
brand-name: पीपुल्स समाचार (35, 19, 203, 53)
notice-issued: विज्ञप्ति जारी दिनांक 02.03.2023 (228, 1541, 330, 1549)
table-cell: 9 (997, 1012, 1026, 1028)
thakur-subhead: प्रो. ठाकुर की नई पुस्तक का विमोचन हुआ (977, 160, 1337, 195)
table-row (997, 995, 1533, 1012)
sign-dept: लोक परिसम्पत्ति प्रबंधन विभाग, भोपाल (1388, 1141, 1530, 1153)
